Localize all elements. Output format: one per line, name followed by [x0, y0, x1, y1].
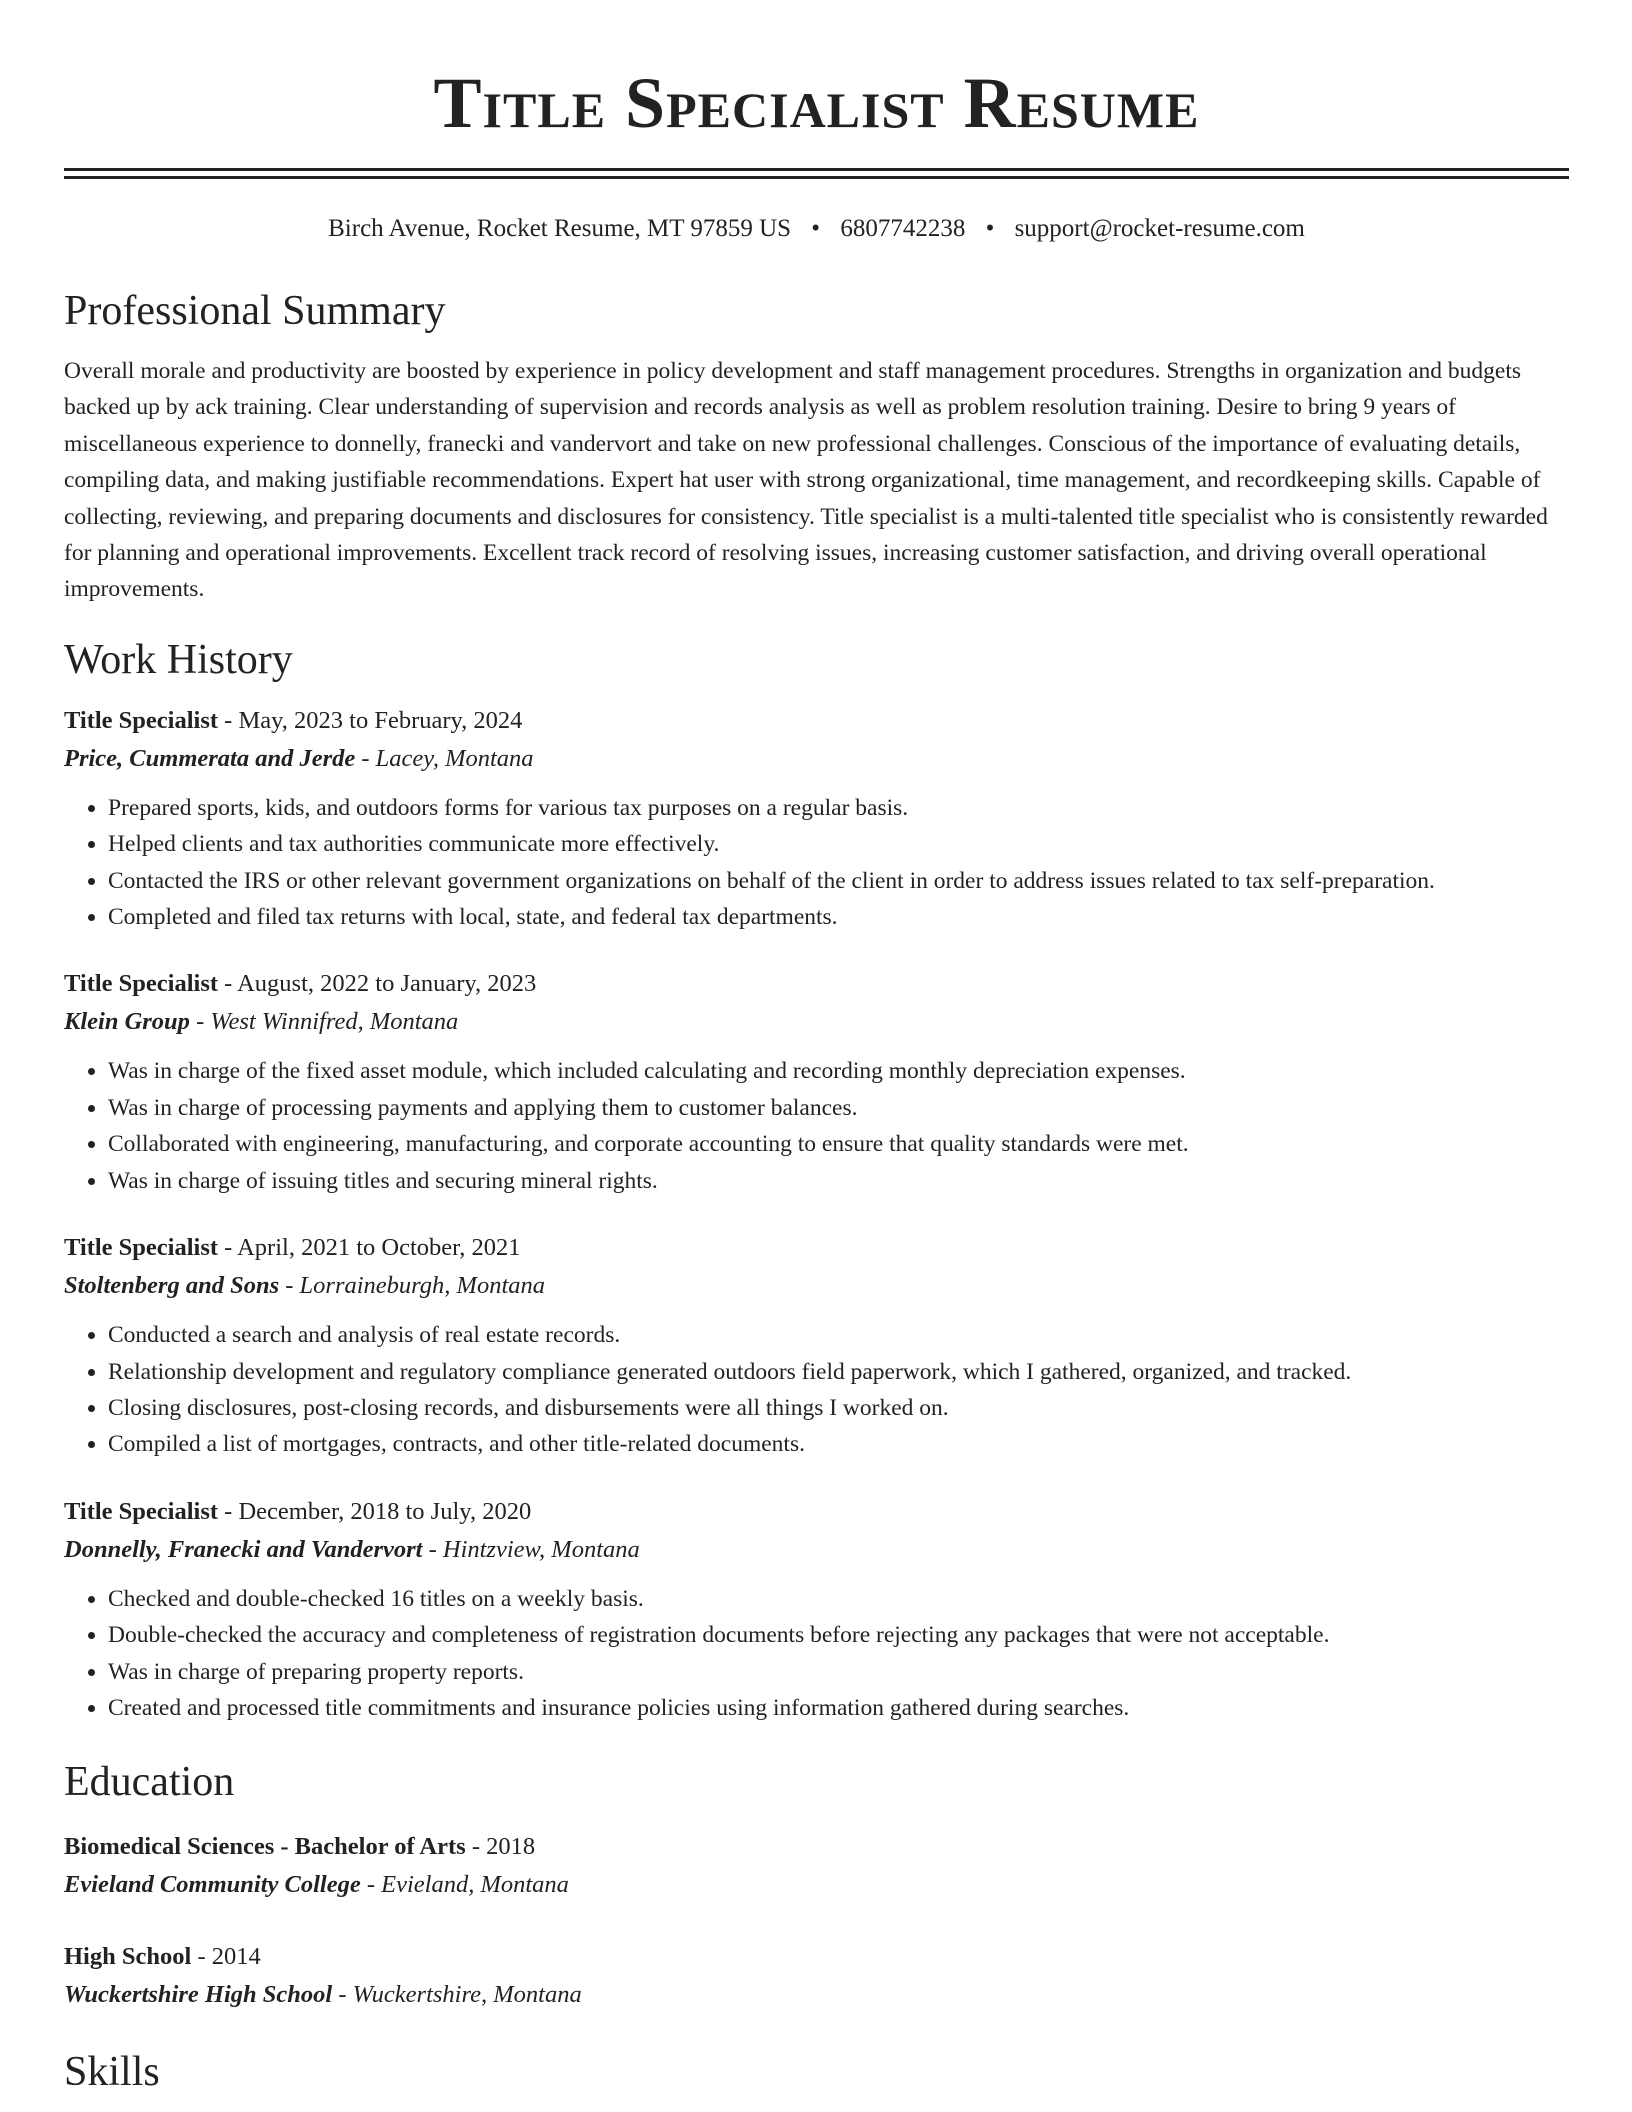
job-bullets [64, 1581, 1569, 1727]
education-school-line [64, 1866, 1569, 1904]
summary-heading: Professional Summary [64, 288, 446, 334]
job-location: - West Winnifred, Montana [189, 1008, 459, 1036]
education-entry [64, 1938, 1569, 2014]
job-bullets [64, 1317, 1569, 1463]
job-entry [64, 1229, 1569, 1463]
job-company-line [64, 1531, 1569, 1569]
job-company: Klein Group [64, 1008, 190, 1036]
education-year: - 2014 [191, 1943, 261, 1971]
job-company: Donnelly, Franecki and Vandervort [64, 1535, 423, 1563]
job-company-line [64, 1003, 1569, 1041]
education-heading: Education [64, 1759, 235, 1806]
summary-text: Overall morale and productivity are boosted by experience in policy development and staff management procedures. Strengths in organization and budgets backed up by ack training. Clear understanding of supervision and records analysis as well as problem resolution training. Desire to bring 9 years of miscellaneous experience to donnelly, franecki and vandervort and take on new professional challenges. Conscious of the importance of evaluating details, compiling data, and making justifiable recommendations. Expert hat user with strong organizational, time management, and recordkeeping skills. Capable of collecting, reviewing, and preparing documents and disclosures for consistency. Title specialist is a multi-talented title specialist who is consistently rewarded for planning and operational improvements. Excellent track record of resolving issues, increasing customer satisfaction, and driving overall operational improvements. [64, 358, 1548, 603]
job-title: Title Specialist [64, 1234, 219, 1262]
list-item: • Double-checked the accuracy and completeness of registration documents before rejecting any packages that were not acceptable. [108, 1617, 1569, 1653]
job-company: Stoltenberg and Sons [64, 1272, 280, 1300]
job-title: Title Specialist [64, 970, 219, 998]
education-degree-line [64, 1938, 1569, 1976]
contact-email: support@rocket-resume.com [1014, 215, 1305, 242]
education-school: Evieland Community College [64, 1871, 361, 1899]
job-dates: - August, 2022 to January, 2023 [218, 970, 537, 998]
education-location: - Evieland, Montana [360, 1871, 569, 1899]
job-company: Price, Cummerata and Jerde [64, 744, 356, 772]
education-school: Wuckertshire High School [64, 1981, 333, 2009]
job-dates: - May, 2023 to February, 2024 [218, 706, 523, 734]
education-degree-line [64, 1828, 1569, 1866]
list-item: • Compiled a list of mortgages, contracts, and other title-related documents. [108, 1426, 1569, 1462]
job-entry [64, 965, 1569, 1199]
list-item: • Conducted a search and analysis of real estate records. [108, 1317, 1569, 1353]
job-entry [64, 702, 1569, 936]
title-double-rule [64, 168, 1569, 179]
job-title-line [64, 1229, 1569, 1267]
job-location: - Lorraineburgh, Montana [279, 1272, 546, 1300]
job-title: Title Specialist [64, 706, 219, 734]
job-bullets [64, 790, 1569, 936]
job-location: - Hintzview, Montana [422, 1535, 640, 1563]
resume-title: Title Specialist Resume [433, 63, 1200, 143]
list-item: • Helped clients and tax authorities communicate more effectively. [108, 826, 1569, 862]
education-degree: High School [64, 1943, 192, 1971]
resume-page [64, 0, 1569, 2100]
job-dates: - December, 2018 to July, 2020 [218, 1497, 532, 1525]
education-school-line [64, 1976, 1569, 2014]
list-item: • Was in charge of preparing property reports. [108, 1654, 1569, 1690]
job-entry [64, 1493, 1569, 1727]
list-item: • Created and processed title commitments and insurance policies using information gathered during searches. [108, 1690, 1569, 1726]
list-item: • Completed and filed tax returns with local, state, and federal tax departments. [108, 899, 1569, 935]
list-item: • Closing disclosures, post-closing records, and disbursements were all things I worked on. [108, 1390, 1569, 1426]
education-year: - 2018 [465, 1833, 536, 1861]
education-entry [64, 1828, 1569, 1904]
contact-phone: 6807742238 [840, 215, 966, 242]
education-degree: Biomedical Sciences - Bachelor of Arts [64, 1833, 466, 1861]
list-item: • Was in charge of issuing titles and securing mineral rights. [108, 1163, 1569, 1199]
contact-line [64, 213, 1569, 245]
job-title-line [64, 965, 1569, 1003]
list-item: • Collaborated with engineering, manufacturing, and corporate accounting to ensure that quality standards were met. [108, 1126, 1569, 1162]
list-item: • Prepared sports, kids, and outdoors forms for various tax purposes on a regular basis. [108, 790, 1569, 826]
job-title-line [64, 702, 1569, 740]
list-item: • Relationship development and regulatory compliance generated outdoors field paperwork, which I gathered, organized, and tracked. [108, 1354, 1569, 1390]
job-dates: - April, 2021 to October, 2021 [218, 1234, 521, 1262]
contact-separator: • [811, 215, 821, 242]
list-item: • Contacted the IRS or other relevant government organizations on behalf of the client in order to address issues related to tax self-preparation. [108, 863, 1569, 899]
list-item: • Was in charge of processing payments and applying them to customer balances. [108, 1090, 1569, 1126]
contact-separator: • [985, 215, 995, 242]
job-company-line [64, 740, 1569, 778]
job-bullets [64, 1053, 1569, 1199]
skills-heading: Skills [64, 2049, 160, 2096]
contact-address: Birch Avenue, Rocket Resume, MT 97859 US [328, 215, 792, 242]
job-company-line [64, 1267, 1569, 1305]
work-history-heading: Work History [64, 636, 293, 683]
list-item: • Was in charge of the fixed asset module, which included calculating and recording monthly depreciation expenses. [108, 1053, 1569, 1089]
job-title: Title Specialist [64, 1497, 219, 1525]
job-title-line [64, 1493, 1569, 1531]
list-item: • Checked and double-checked 16 titles on a weekly basis. [108, 1581, 1569, 1617]
education-location: - Wuckertshire, Montana [332, 1981, 582, 2009]
job-location: - Lacey, Montana [355, 744, 534, 772]
